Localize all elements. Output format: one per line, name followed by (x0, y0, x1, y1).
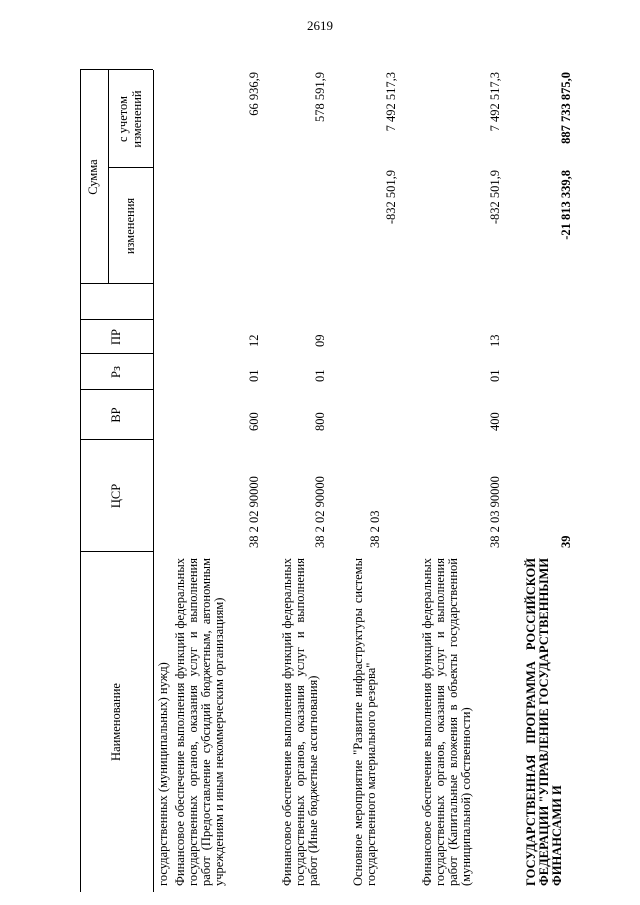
header-vr: ВР (108, 407, 123, 423)
row-3-name: Основное мероприятие "Развитие инфраструктуры системы государственного материального резерва" (351, 558, 379, 886)
row-0-name: государственных (муниципальных) нужд) (156, 662, 170, 886)
row-2-pr: 09 (313, 334, 327, 347)
row-3-change: -832 501,9 (384, 170, 398, 225)
row-1-with-change: 66 936,9 (247, 72, 261, 116)
row-5-with-change: 887 733 875,0 (559, 72, 573, 144)
header-tsr: ЦСР (108, 483, 123, 509)
row-2-name: Финансовое обеспечение выполнения функций федеральных государственных органов, оказания услуг и выполнения работ (Иные бюджетные ассигнования) (280, 558, 321, 886)
row-2-vr: 800 (313, 412, 327, 431)
row-1-rz: 01 (247, 369, 261, 382)
row-1-vr: 600 (247, 412, 261, 431)
row-4-change: -832 501,9 (488, 170, 502, 225)
header-with-change: с учетом изменений (115, 90, 144, 148)
rotated-table (70, 52, 590, 892)
header-bottom-border (153, 70, 154, 892)
row-5-change: -21 813 339,8 (559, 170, 573, 240)
row-4-pr: 13 (488, 334, 502, 347)
row-3-tsr: 38 2 03 (368, 510, 382, 548)
row-2-rz: 01 (313, 369, 327, 382)
header-pr: ПР (108, 329, 123, 345)
row-1-pr: 12 (247, 334, 261, 347)
row-1-tsr: 38 2 02 90000 (247, 476, 261, 548)
page-number: 2619 (307, 18, 333, 33)
row-4-name: Финансовое обеспечение выполнения функций федеральных государственных органов, оказания услуг и выполнения работ (Капитальные вложения в объекты государственной (муниципальной) собственности) (420, 558, 474, 886)
row-4-rz: 01 (488, 369, 502, 382)
row-3-with-change: 7 492 517,3 (384, 72, 398, 132)
row-5-tsr: 39 (559, 535, 573, 548)
header-name: Наименование (108, 683, 123, 761)
header-sum: Сумма (86, 159, 101, 195)
row-4-vr: 400 (488, 412, 502, 431)
row-4-tsr: 38 2 03 90000 (488, 476, 502, 548)
header-change: изменения (122, 197, 137, 255)
header-rz: Рз (108, 366, 123, 378)
row-4-with-change: 7 492 517,3 (488, 72, 502, 132)
row-5-name: ГОСУДАРСТВЕННАЯ ПРОГРАММА РОССИЙСКОЙ ФЕДЕРАЦИИ "УПРАВЛЕНИЕ ГОСУДАРСТВЕННЫМИ ФИНАНСАМИ И (524, 558, 565, 886)
row-1-name: Финансовое обеспечение выполнения функций федеральных государственных органов, оказания услуг и выполнения работ (Предоставление субсидий бюджетным, автономным учреждениям и иным некоммерческим организациям) (173, 558, 227, 886)
row-2-tsr: 38 2 02 90000 (313, 476, 327, 548)
row-2-with-change: 578 591,9 (313, 72, 327, 122)
